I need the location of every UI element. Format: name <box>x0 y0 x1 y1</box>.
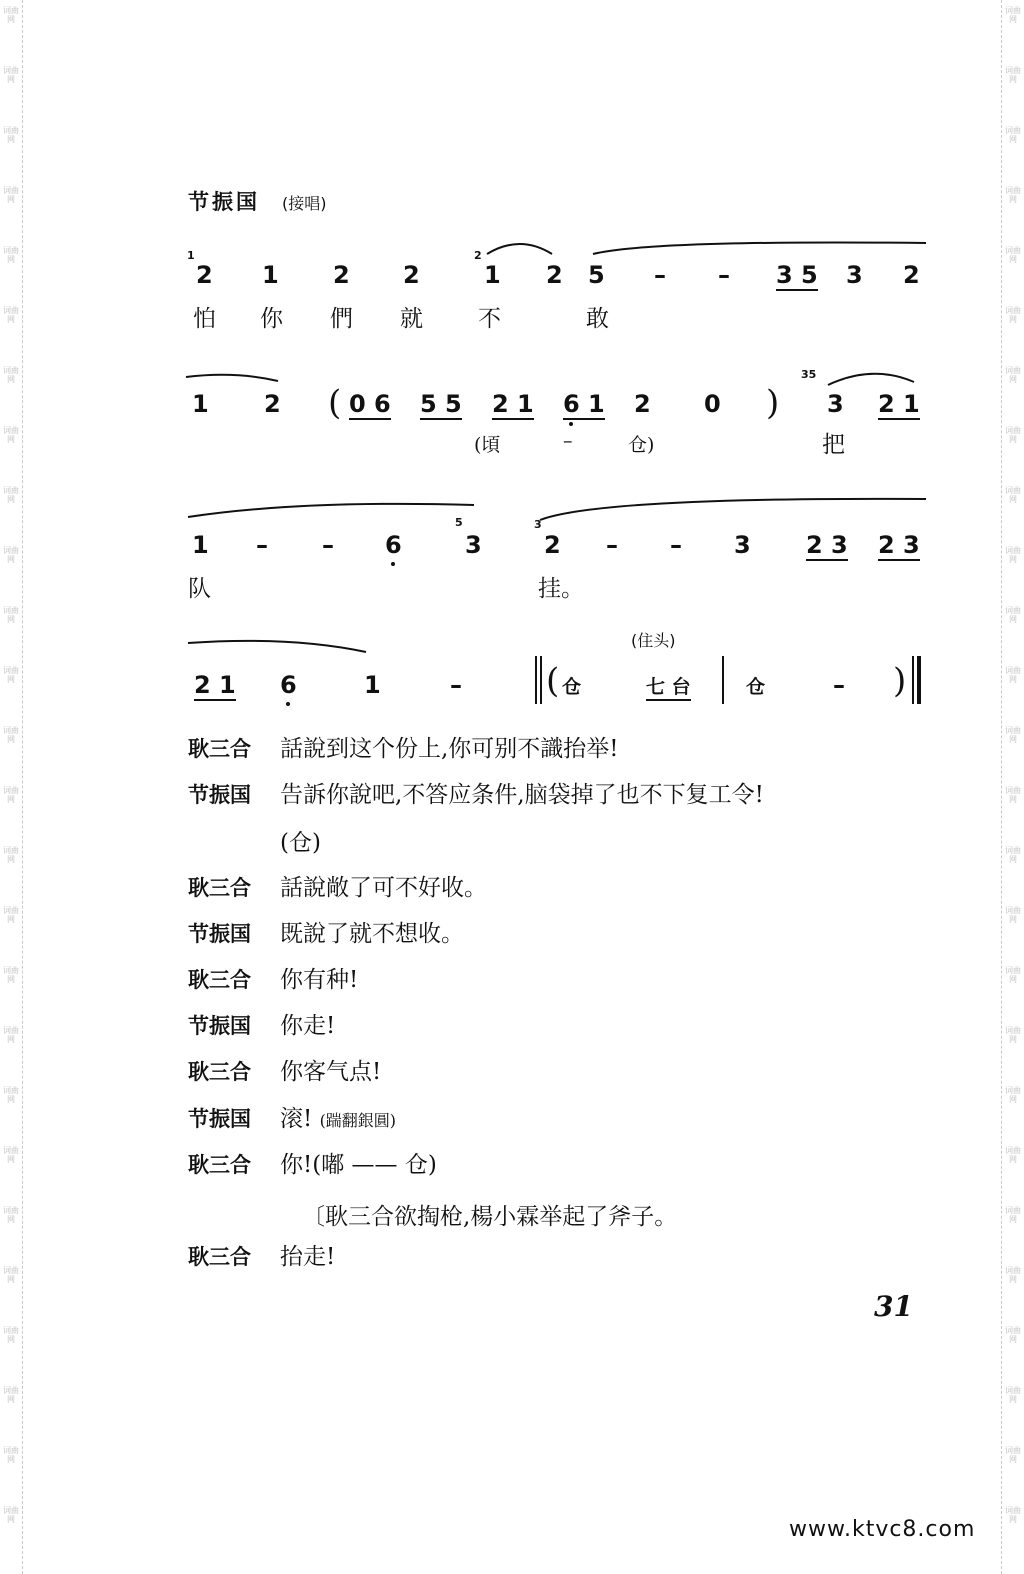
note: 2 <box>264 390 281 418</box>
close-paren: ) <box>766 383 780 423</box>
line-text: 既說了就不想收。 <box>280 921 464 947</box>
watermark-stamp: 词曲网 <box>3 786 19 804</box>
tempo-mark: (住头) <box>631 631 676 650</box>
watermark-stamp: 词曲网 <box>1005 306 1021 324</box>
note: 3 <box>827 390 844 418</box>
dialogue-line <box>188 1242 335 1272</box>
final-barline <box>917 656 921 704</box>
watermark-stamp: 词曲网 <box>1005 846 1021 864</box>
lyric: 們 <box>330 306 353 332</box>
watermark-stamp: 词曲网 <box>1005 6 1021 24</box>
dialogue-line <box>188 780 764 810</box>
note-group: 2 3 <box>878 531 920 559</box>
watermark-stamp: 词曲网 <box>3 1146 19 1164</box>
note: 6 <box>385 531 402 559</box>
note-dash: – <box>718 261 730 289</box>
watermark-stamp: 词曲网 <box>3 1446 19 1464</box>
note: 5 <box>588 261 605 289</box>
watermark-stamp: 词曲网 <box>1005 1206 1021 1224</box>
site-watermark: www.ktvc8.com <box>789 1517 976 1542</box>
speaker: 耿三合 <box>188 1245 251 1269</box>
line-text: 滚! <box>280 1106 313 1132</box>
note: 1 <box>364 671 381 699</box>
note: 1 <box>484 261 501 289</box>
watermark-stamp: 词曲网 <box>1005 726 1021 744</box>
note-dash: – <box>654 261 666 289</box>
barline <box>722 656 724 704</box>
speaker: 耿三合 <box>188 1153 251 1177</box>
page-number: 31 <box>874 1290 913 1323</box>
note: 1 <box>262 261 279 289</box>
note: 1 <box>192 531 209 559</box>
watermark-stamp: 词曲网 <box>3 666 19 684</box>
note-dash: – <box>833 671 845 699</box>
open-paren: ( <box>546 661 560 701</box>
lyric: 就 <box>400 306 423 332</box>
low-octave-dot <box>286 702 290 706</box>
note: 2 <box>333 261 350 289</box>
percussion: 仓 <box>562 676 582 698</box>
watermark-stamp: 词曲网 <box>1005 426 1021 444</box>
lyric: 不 <box>478 306 501 332</box>
watermark-stamp: 词曲网 <box>1005 1266 1021 1284</box>
watermark-stamp: 词曲网 <box>3 186 19 204</box>
watermark-stamp: 词曲网 <box>1005 126 1021 144</box>
note: 2 <box>903 261 920 289</box>
watermark-stamp: 词曲网 <box>1005 1146 1021 1164</box>
dialogue-line <box>188 919 464 949</box>
dialogue-line <box>188 965 358 995</box>
line-text: 告訴你說吧,不答应条件,脑袋掉了也不下复工令! <box>280 782 764 808</box>
speaker: 耿三合 <box>188 1060 251 1084</box>
note-group: 2 1 <box>878 390 920 418</box>
stage-direction: 〔耿三合欲掏枪,楊小霖举起了斧子。 <box>302 1204 678 1230</box>
final-barline <box>912 656 914 704</box>
header-note: (接唱) <box>282 194 327 213</box>
dialogue-line <box>188 873 487 903</box>
note-dash: – <box>450 671 462 699</box>
line-text: 話說敞了可不好收。 <box>280 875 487 901</box>
watermark-stamp: 词曲网 <box>1005 966 1021 984</box>
lyric: 把 <box>822 432 845 458</box>
lyric: (頃 <box>474 434 501 456</box>
speaker: 节振国 <box>188 1014 251 1038</box>
note-group: 2 1 <box>194 671 236 699</box>
watermark-stamp: 词曲网 <box>3 6 19 24</box>
line-text: (仓) <box>280 830 321 856</box>
note: 2 <box>634 390 651 418</box>
note: 2 <box>196 261 213 289</box>
speaker: 耿三合 <box>188 876 251 900</box>
double-barline <box>535 656 537 704</box>
watermark-stamp: 词曲网 <box>3 906 19 924</box>
percussion: 七 台 <box>646 672 691 701</box>
watermark-stamp: 词曲网 <box>3 486 19 504</box>
grace-note: 3 <box>534 518 542 531</box>
speaker: 节振国 <box>188 922 251 946</box>
watermark-stamp: 词曲网 <box>3 1026 19 1044</box>
watermark-stamp: 词曲网 <box>3 546 19 564</box>
speaker: 耿三合 <box>188 968 251 992</box>
watermark-stamp: 词曲网 <box>3 846 19 864</box>
note-group: 2 3 <box>806 531 848 559</box>
lyric: 怕 <box>193 306 216 332</box>
lyric: 队 <box>188 576 211 602</box>
watermark-stamp: 词曲网 <box>3 426 19 444</box>
line-text: 你有种! <box>280 967 359 993</box>
note: 3 <box>846 261 863 289</box>
stage-note: (踹翻銀圓) <box>319 1111 397 1130</box>
watermark-stamp: 词曲网 <box>1005 66 1021 84</box>
watermark-stamp: 词曲网 <box>3 1386 19 1404</box>
note: 2 <box>546 261 563 289</box>
header-speaker: 节振国 <box>188 190 260 214</box>
low-octave-dot <box>569 422 573 426</box>
speaker: 节振国 <box>188 1107 251 1131</box>
note-group: 0 6 <box>349 390 391 418</box>
note-group: 3 5 <box>776 261 818 289</box>
line-text: 話說到这个份上,你可别不識抬举! <box>280 736 619 762</box>
note: 6 <box>280 671 297 699</box>
lyric: 仓) <box>628 434 655 456</box>
watermark-stamp: 词曲网 <box>1005 666 1021 684</box>
lyric: 挂。 <box>538 576 584 602</box>
watermark-stamp: 词曲网 <box>1005 546 1021 564</box>
watermark-stamp: 词曲网 <box>3 66 19 84</box>
note: 0 <box>704 390 721 418</box>
watermark-stamp: 词曲网 <box>3 1206 19 1224</box>
watermark-stamp: 词曲网 <box>3 606 19 624</box>
grace-note: 2 <box>474 249 482 262</box>
line-text: 抬走! <box>280 1244 336 1270</box>
note: 3 <box>465 531 482 559</box>
watermark-stamp: 词曲网 <box>1005 786 1021 804</box>
note: 2 <box>544 531 561 559</box>
dialogue-line <box>188 734 619 764</box>
note-group: 5 5 <box>420 390 462 418</box>
watermark-stamp: 词曲网 <box>1005 1386 1021 1404</box>
note: 3 <box>734 531 751 559</box>
watermark-stamp: 词曲网 <box>1005 1446 1021 1464</box>
lyric: 敢 <box>586 306 609 332</box>
watermark-stamp: 词曲网 <box>1005 1026 1021 1044</box>
watermark-stamp: 词曲网 <box>3 1506 19 1524</box>
open-paren: ( <box>328 383 342 423</box>
dialogue-line <box>188 1104 396 1136</box>
line-text: 你客气点! <box>280 1059 382 1085</box>
watermark-stamp: 词曲网 <box>3 1086 19 1104</box>
line-text: 你走! <box>280 1013 336 1039</box>
lyric: – <box>563 430 573 452</box>
watermark-stamp: 词曲网 <box>3 1266 19 1284</box>
note-dash: – <box>322 531 334 559</box>
speaker: 耿三合 <box>188 737 251 761</box>
note-group: 6 1 <box>563 390 605 418</box>
note: 1 <box>192 390 209 418</box>
dialogue-line <box>188 828 321 858</box>
note: 2 <box>403 261 420 289</box>
watermark-stamp: 词曲网 <box>1005 1506 1021 1524</box>
watermark-stamp: 词曲网 <box>1005 1086 1021 1104</box>
lyric: 你 <box>260 306 283 332</box>
watermark-stamp: 词曲网 <box>1005 1326 1021 1344</box>
speaker: 节振国 <box>188 783 251 807</box>
grace-note: 35 <box>801 368 817 381</box>
dialogue-line <box>188 1011 335 1041</box>
watermark-stamp: 词曲网 <box>3 366 19 384</box>
watermark-stamp: 词曲网 <box>1005 186 1021 204</box>
note-dash: – <box>606 531 618 559</box>
line-text: 你!(嘟 —— 仓) <box>280 1152 437 1178</box>
watermark-stamp: 词曲网 <box>1005 606 1021 624</box>
percussion: 仓 <box>746 676 766 698</box>
dialogue-line <box>188 1150 437 1180</box>
watermark-stamp: 词曲网 <box>3 246 19 264</box>
note-group: 2 1 <box>492 390 534 418</box>
watermark-stamp: 词曲网 <box>3 726 19 744</box>
grace-note: 5 <box>455 516 463 529</box>
grace-note: 1 <box>187 249 195 262</box>
close-paren: ) <box>893 661 907 701</box>
watermark-stamp: 词曲网 <box>1005 246 1021 264</box>
watermark-stamp: 词曲网 <box>3 966 19 984</box>
double-barline <box>540 656 542 704</box>
dialogue-line <box>188 1057 381 1087</box>
watermark-stamp: 词曲网 <box>1005 366 1021 384</box>
note-dash: – <box>670 531 682 559</box>
watermark-stamp: 词曲网 <box>1005 486 1021 504</box>
note-dash: – <box>256 531 268 559</box>
watermark-stamp: 词曲网 <box>1005 906 1021 924</box>
watermark-stamp: 词曲网 <box>3 126 19 144</box>
watermark-stamp: 词曲网 <box>3 306 19 324</box>
watermark-stamp: 词曲网 <box>3 1326 19 1344</box>
low-octave-dot <box>391 562 395 566</box>
